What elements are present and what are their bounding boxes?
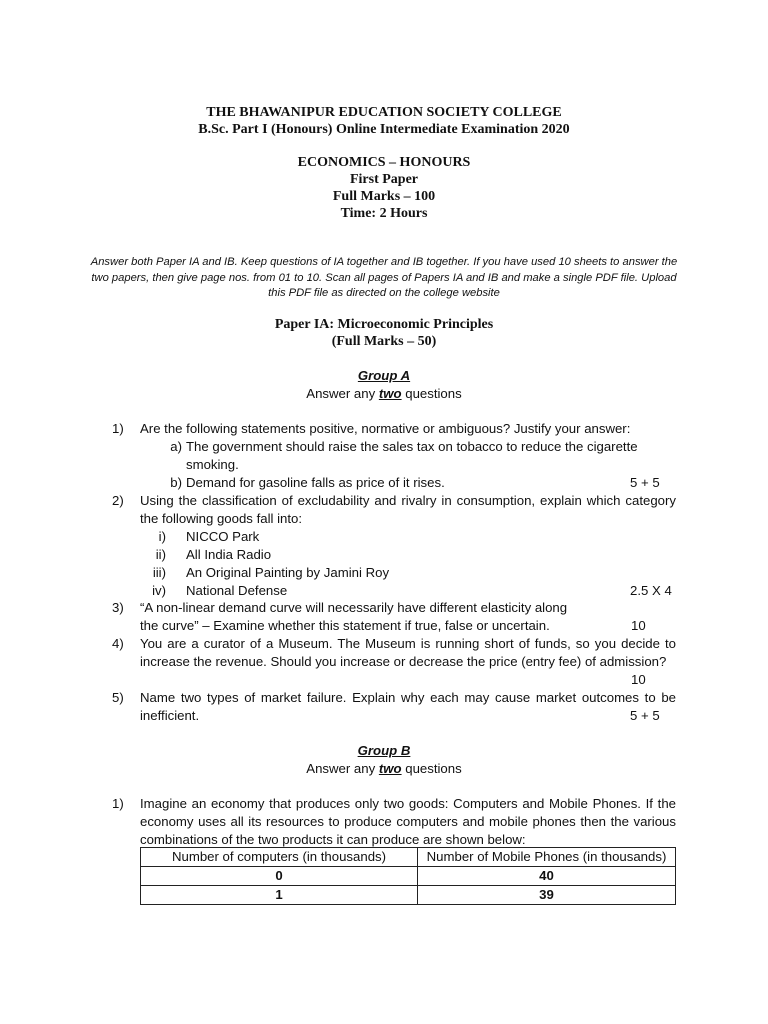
sub-question: i) NICCO Park bbox=[158, 529, 260, 544]
marks: 5 + 5 bbox=[630, 475, 660, 490]
sub-question: a) The government should raise the sales tax on tobacco to reduce the cigarette smoking. bbox=[170, 439, 638, 472]
sub-question: iii) An Original Painting by Jamini Roy bbox=[152, 565, 390, 580]
table-header: Number of computers (in thousands) bbox=[141, 848, 418, 867]
question-text: Using the classification of excludability and rivalry in consumption, explain which category the following goods fall into: bbox=[140, 493, 676, 526]
question-text: “A non-linear demand curve will necessarily have different elasticity along the curve” – Examine whether this statement if true, false or uncertain. bbox=[140, 600, 568, 633]
group-b-title: Group B bbox=[357, 743, 411, 758]
group-a-title: Group A bbox=[357, 368, 411, 383]
sub-question: b) Demand for gasoline falls as price of it rises. 5 + 5 bbox=[170, 475, 660, 490]
question-text: Imagine an economy that produces only two goods: Computers and Mobile Phones. If the economy uses all its resources to produce computers and mobile phones then the various combinations of the two products it can produce are shown below: bbox=[140, 796, 676, 847]
exam-header bbox=[0, 104, 768, 222]
instructions: Answer both Paper IA and IB. Keep questions of IA together and IB together. If you have used 10 sheets to answer the two papers, then give page nos. from 01 to 10. Scan all pages of Papers IA and IB and make a single PDF file. Upload this PDF file as directed on the college website bbox=[90, 256, 678, 299]
full-marks: Full Marks – 100 bbox=[332, 189, 436, 204]
paper-name: First Paper bbox=[349, 172, 419, 187]
question-a4: 4) You are a curator of a Museum. The Museum is running short of funds, so you decide to increase the revenue. Should you increase or decrease the price (entry fee) of admission? 10 bbox=[112, 636, 676, 687]
group-a-heading bbox=[0, 367, 768, 403]
table-cell: 0 bbox=[141, 867, 418, 886]
group-b-instruction: Answer any two questions bbox=[306, 761, 462, 776]
question-a1: 1) Are the following statements positive, normative or ambiguous? Justify your answer: a) The government should raise the sales tax on tobacco to reduce the cigarette smoking. b) Demand for gasoline falls as price of it rises. 5 + 5 bbox=[112, 420, 676, 492]
table-header: Number of Mobile Phones (in thousands) bbox=[418, 848, 676, 867]
group-b-heading bbox=[0, 742, 768, 778]
exam-time: Time: 2 Hours bbox=[340, 206, 428, 221]
question-a5: 5) Name two types of market failure. Explain why each may cause market outcomes to be inefficient. 5 + 5 bbox=[112, 690, 676, 723]
group-a-instruction: Answer any two questions bbox=[306, 386, 462, 401]
marks: 10 bbox=[631, 672, 646, 687]
question-a3: 3) “A non-linear demand curve will necessarily have different elasticity along the curve” – Examine whether this statement if true, false or uncertain. 10 bbox=[112, 600, 646, 633]
table-cell: 40 bbox=[418, 867, 676, 886]
question-text: You are a curator of a Museum. The Museum is running short of funds, so you decide to increase the revenue. Should you increase or decrease the price (entry fee) of admission? bbox=[140, 636, 676, 669]
sub-question: iv) National Defense 2.5 X 4 bbox=[152, 583, 672, 598]
college-name: THE BHAWANIPUR EDUCATION SOCIETY COLLEGE bbox=[206, 105, 562, 120]
paper-ia-marks: (Full Marks – 50) bbox=[331, 334, 437, 349]
subject-name: ECONOMICS – HONOURS bbox=[297, 155, 471, 170]
marks: 2.5 X 4 bbox=[630, 583, 672, 598]
table-row bbox=[141, 886, 676, 905]
table-header-row bbox=[141, 848, 676, 867]
table-cell: 39 bbox=[418, 886, 676, 905]
question-text: Are the following statements positive, normative or ambiguous? Justify your answer: bbox=[140, 421, 631, 436]
question-text: Name two types of market failure. Explain why each may cause market outcomes to be inefficient. bbox=[140, 690, 676, 723]
production-table bbox=[140, 847, 676, 905]
exam-name: B.Sc. Part I (Honours) Online Intermediate Examination 2020 bbox=[198, 122, 570, 137]
paper-ia-heading bbox=[0, 316, 768, 350]
table-row bbox=[141, 867, 676, 886]
table-cell: 1 bbox=[141, 886, 418, 905]
sub-question: ii) All India Radio bbox=[155, 547, 272, 562]
paper-ia-title: Paper IA: Microeconomic Principles bbox=[274, 317, 494, 332]
question-a2: 2) Using the classification of excludability and rivalry in consumption, explain which category the following goods fall into: i) NICCO Park ii) All India Radio iii) An Original Painting by Jamini Roy iv) National Defense 2.5 X 4 bbox=[112, 493, 676, 598]
question-b1: 1) Imagine an economy that produces only two goods: Computers and Mobile Phones. If the economy uses all its resources to produce computers and mobile phones then the various combinations of the two products it can produce are shown below: bbox=[112, 796, 676, 847]
marks: 5 + 5 bbox=[630, 708, 660, 723]
marks: 10 bbox=[631, 618, 646, 633]
